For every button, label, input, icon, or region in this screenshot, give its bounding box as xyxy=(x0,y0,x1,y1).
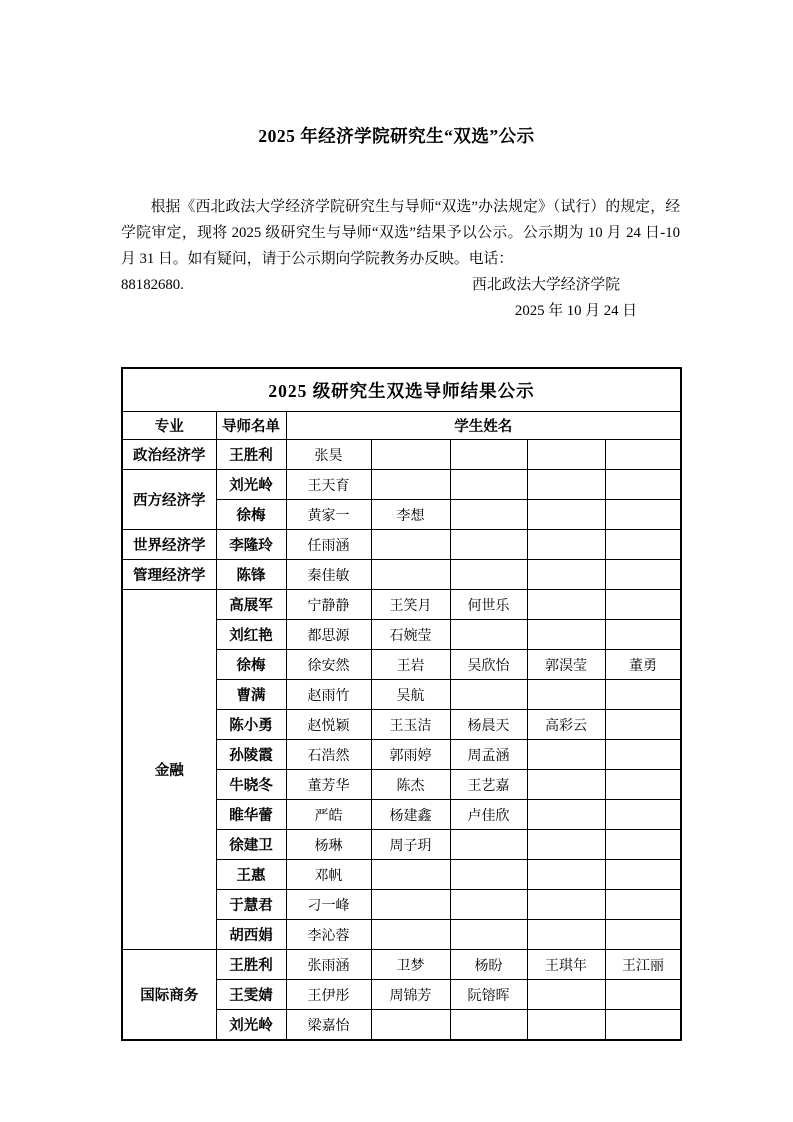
student-cell: 吴欣怡 xyxy=(450,650,527,680)
student-cell: 周锦芳 xyxy=(371,980,450,1010)
empty-student-cell xyxy=(605,560,681,590)
student-cell: 都思源 xyxy=(286,620,371,650)
advisor-cell: 刘光岭 xyxy=(216,470,286,500)
empty-student-cell xyxy=(450,500,527,530)
student-cell: 高彩云 xyxy=(527,710,605,740)
empty-student-cell xyxy=(527,770,605,800)
empty-student-cell xyxy=(527,740,605,770)
student-cell: 李沁蓉 xyxy=(286,920,371,950)
student-cell: 王艺嘉 xyxy=(450,770,527,800)
empty-student-cell xyxy=(527,800,605,830)
advisor-cell: 徐梅 xyxy=(216,500,286,530)
student-cell: 张雨涵 xyxy=(286,950,371,980)
student-cell: 杨盼 xyxy=(450,950,527,980)
empty-student-cell xyxy=(371,560,450,590)
advisor-cell: 孙陵霞 xyxy=(216,740,286,770)
empty-student-cell xyxy=(605,740,681,770)
student-cell: 宁静静 xyxy=(286,590,371,620)
empty-student-cell xyxy=(450,530,527,560)
empty-student-cell xyxy=(371,920,450,950)
student-cell: 邓帆 xyxy=(286,860,371,890)
student-cell: 周子玥 xyxy=(371,830,450,860)
advisor-cell: 徐建卫 xyxy=(216,830,286,860)
student-cell: 黄家一 xyxy=(286,500,371,530)
advisor-cell: 徐梅 xyxy=(216,650,286,680)
student-cell: 赵雨竹 xyxy=(286,680,371,710)
empty-student-cell xyxy=(605,1010,681,1041)
empty-student-cell xyxy=(605,770,681,800)
student-cell: 卫梦 xyxy=(371,950,450,980)
empty-student-cell xyxy=(450,560,527,590)
header-students: 学生姓名 xyxy=(286,412,681,440)
student-cell: 董芳华 xyxy=(286,770,371,800)
student-cell: 阮镕晖 xyxy=(450,980,527,1010)
major-cell: 国际商务 xyxy=(122,950,216,1041)
student-cell: 郭雨婷 xyxy=(371,740,450,770)
student-cell: 王琪年 xyxy=(527,950,605,980)
empty-student-cell xyxy=(450,470,527,500)
table-row xyxy=(122,590,681,620)
advisor-cell: 陈小勇 xyxy=(216,710,286,740)
table-row xyxy=(122,950,681,980)
empty-student-cell xyxy=(527,530,605,560)
major-cell: 西方经济学 xyxy=(122,470,216,530)
student-cell: 王伊彤 xyxy=(286,980,371,1010)
advisor-cell: 牛晓冬 xyxy=(216,770,286,800)
empty-student-cell xyxy=(450,680,527,710)
student-cell: 陈杰 xyxy=(371,770,450,800)
table-title-row xyxy=(122,368,681,412)
student-cell: 石婉莹 xyxy=(371,620,450,650)
empty-student-cell xyxy=(450,860,527,890)
student-cell: 卢佳欣 xyxy=(450,800,527,830)
empty-student-cell xyxy=(450,620,527,650)
empty-student-cell xyxy=(605,530,681,560)
empty-student-cell xyxy=(527,680,605,710)
empty-student-cell xyxy=(371,530,450,560)
empty-student-cell xyxy=(605,920,681,950)
empty-student-cell xyxy=(450,440,527,470)
advisor-cell: 胡西娟 xyxy=(216,920,286,950)
empty-student-cell xyxy=(605,470,681,500)
student-cell: 刁一峰 xyxy=(286,890,371,920)
major-cell: 管理经济学 xyxy=(122,560,216,590)
empty-student-cell xyxy=(605,500,681,530)
notice-paragraph: 根据《西北政法大学经济学院研究生与导师“双选”办法规定》（试行）的规定，经学院审定，现将 2025 级研究生与导师“双选”结果予以公示。公示期为 10 月 24 日-10 月 31 日。如有疑问，请于公示期向学院教务办反映。电话： xyxy=(121,199,680,267)
student-cell: 董勇 xyxy=(605,650,681,680)
results-table xyxy=(121,367,682,1041)
empty-student-cell xyxy=(527,980,605,1010)
student-cell: 郭淏莹 xyxy=(527,650,605,680)
header-advisor: 导师名单 xyxy=(216,412,286,440)
student-cell: 何世乐 xyxy=(450,590,527,620)
student-cell: 王天育 xyxy=(286,470,371,500)
table-title: 2025 级研究生双选导师结果公示 xyxy=(122,368,681,412)
advisor-cell: 刘光岭 xyxy=(216,1010,286,1041)
student-cell: 周孟涵 xyxy=(450,740,527,770)
empty-student-cell xyxy=(605,800,681,830)
student-cell: 王笑月 xyxy=(371,590,450,620)
table-row xyxy=(122,530,681,560)
table-row xyxy=(122,470,681,500)
advisor-cell: 李隆玲 xyxy=(216,530,286,560)
empty-student-cell xyxy=(527,560,605,590)
advisor-cell: 陈锋 xyxy=(216,560,286,590)
advisor-cell: 睢华蕾 xyxy=(216,800,286,830)
empty-student-cell xyxy=(450,920,527,950)
empty-student-cell xyxy=(527,890,605,920)
results-table-body xyxy=(122,440,681,1041)
advisor-cell: 王胜利 xyxy=(216,440,286,470)
advisor-cell: 曹满 xyxy=(216,680,286,710)
major-cell: 金融 xyxy=(122,590,216,950)
signature: 西北政法大学经济学院 xyxy=(472,277,620,293)
student-cell: 张昊 xyxy=(286,440,371,470)
student-cell: 严皓 xyxy=(286,800,371,830)
student-cell: 王岩 xyxy=(371,650,450,680)
student-cell: 徐安然 xyxy=(286,650,371,680)
phone-number: 88182680. xyxy=(121,277,184,293)
advisor-cell: 王雯婧 xyxy=(216,980,286,1010)
advisor-cell: 王胜利 xyxy=(216,950,286,980)
table-row xyxy=(122,560,681,590)
student-cell: 杨琳 xyxy=(286,830,371,860)
student-cell: 李想 xyxy=(371,500,450,530)
empty-student-cell xyxy=(371,440,450,470)
empty-student-cell xyxy=(605,860,681,890)
student-cell: 梁嘉怡 xyxy=(286,1010,371,1041)
page-title: 2025 年经济学院研究生“双选”公示 xyxy=(258,126,535,146)
student-cell: 杨晨天 xyxy=(450,710,527,740)
empty-student-cell xyxy=(527,500,605,530)
empty-student-cell xyxy=(527,1010,605,1041)
student-cell: 杨建鑫 xyxy=(371,800,450,830)
student-cell: 王江丽 xyxy=(605,950,681,980)
empty-student-cell xyxy=(371,470,450,500)
student-cell: 秦佳敏 xyxy=(286,560,371,590)
phone-signature-row xyxy=(121,272,620,298)
empty-student-cell xyxy=(371,1010,450,1041)
advisor-cell: 高展军 xyxy=(216,590,286,620)
empty-student-cell xyxy=(371,860,450,890)
advisor-cell: 刘红艳 xyxy=(216,620,286,650)
empty-student-cell xyxy=(527,440,605,470)
table-row xyxy=(122,440,681,470)
major-cell: 政治经济学 xyxy=(122,440,216,470)
date-line: 2025 年 10 月 24 日 xyxy=(514,303,637,319)
empty-student-cell xyxy=(527,590,605,620)
empty-student-cell xyxy=(605,590,681,620)
empty-student-cell xyxy=(605,710,681,740)
empty-student-cell xyxy=(527,860,605,890)
empty-student-cell xyxy=(450,890,527,920)
empty-student-cell xyxy=(605,890,681,920)
empty-student-cell xyxy=(527,920,605,950)
empty-student-cell xyxy=(527,620,605,650)
table-header-row xyxy=(122,412,681,440)
advisor-cell: 王惠 xyxy=(216,860,286,890)
student-cell: 王玉洁 xyxy=(371,710,450,740)
student-cell: 吴航 xyxy=(371,680,450,710)
student-cell: 石浩然 xyxy=(286,740,371,770)
advisor-cell: 于慧君 xyxy=(216,890,286,920)
empty-student-cell xyxy=(605,440,681,470)
empty-student-cell xyxy=(450,830,527,860)
header-major: 专业 xyxy=(122,412,216,440)
empty-student-cell xyxy=(527,830,605,860)
empty-student-cell xyxy=(605,980,681,1010)
student-cell: 赵悦颖 xyxy=(286,710,371,740)
student-cell: 任雨涵 xyxy=(286,530,371,560)
major-cell: 世界经济学 xyxy=(122,530,216,560)
empty-student-cell xyxy=(527,470,605,500)
empty-student-cell xyxy=(371,890,450,920)
empty-student-cell xyxy=(605,620,681,650)
empty-student-cell xyxy=(605,830,681,860)
empty-student-cell xyxy=(605,680,681,710)
empty-student-cell xyxy=(450,1010,527,1041)
